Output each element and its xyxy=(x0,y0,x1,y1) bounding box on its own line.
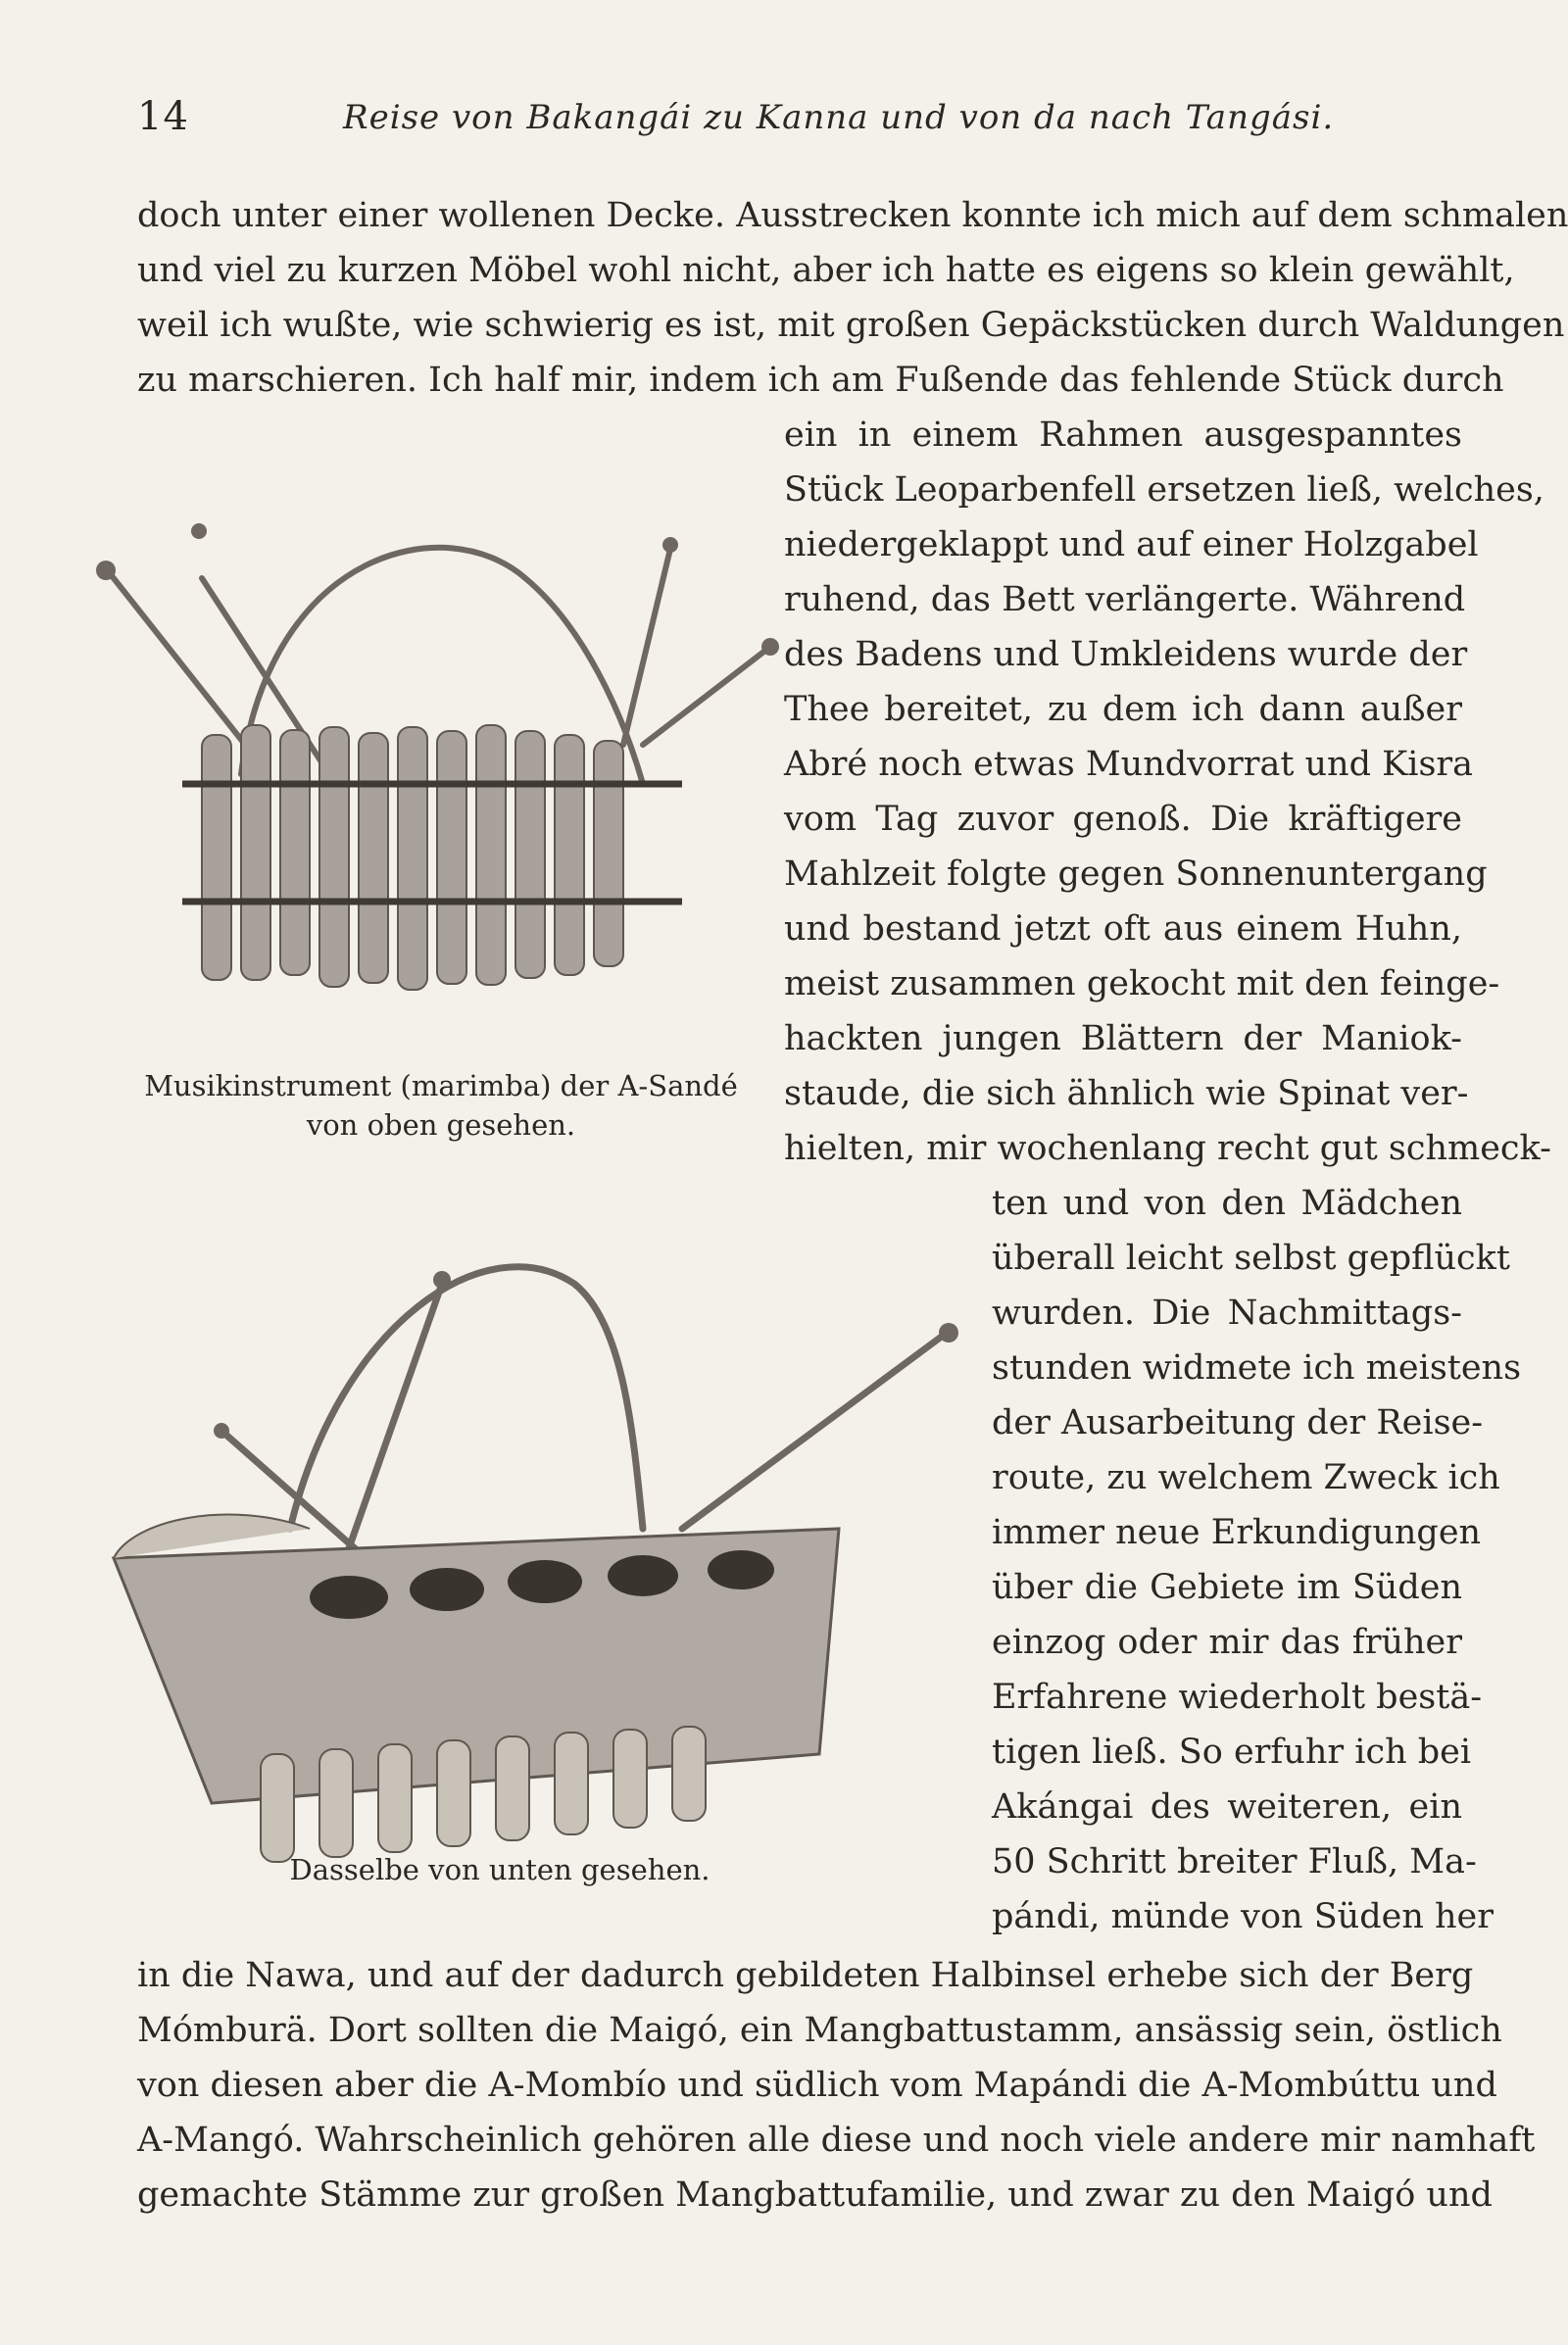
text-line: und viel zu kurzen Möbel wohl nicht, aber ich hatte es eigens so klein gewählt, xyxy=(137,251,1515,290)
page-header xyxy=(137,94,1470,153)
text-line: Akángai des weiteren, ein xyxy=(992,1787,1462,1827)
text-line: gemachte Stämme zur großen Mangbattufamilie, und zwar zu den Maigó und xyxy=(137,2175,1493,2215)
text-line: über die Gebiete im Süden xyxy=(992,1568,1462,1607)
text-line: hackten jungen Blättern der Maniok- xyxy=(784,1019,1462,1058)
text-line: Erfahrene wiederholt bestä- xyxy=(992,1678,1483,1717)
text-line: 50 Schritt breiter Fluß, Ma- xyxy=(992,1842,1477,1881)
running-title: Reise von Bakangái zu Kanna und von da nach Tangási. xyxy=(343,98,1335,137)
text-line: Abré noch etwas Mundvorrat und Kisra xyxy=(784,745,1474,784)
text-line: A-Mangó. Wahrscheinlich gehören alle diese und noch viele andere mir namhaft xyxy=(137,2121,1536,2160)
text-line: route, zu welchem Zweck ich xyxy=(992,1458,1500,1497)
text-line: ein in einem Rahmen ausgespanntes xyxy=(784,415,1462,455)
marimba-top-view-illustration xyxy=(94,490,780,1058)
text-line: pándi, münde von Süden her xyxy=(992,1897,1494,1936)
text-line: weil ich wußte, wie schwierig es ist, mit großen Gepäckstücken durch Waldungen xyxy=(137,306,1565,345)
text-line: ten und von den Mädchen xyxy=(992,1184,1462,1223)
marimba-bottom-view-illustration xyxy=(94,1205,956,1872)
page-number: 14 xyxy=(137,94,189,139)
text-line: Mómburä. Dort sollten die Maigó, ein Mangbattustamm, ansässig sein, östlich xyxy=(137,2011,1502,2050)
figure-1-caption xyxy=(118,1066,764,1145)
text-line: wurden. Die Nachmittags- xyxy=(992,1294,1462,1333)
caption-line: von oben gesehen. xyxy=(306,1108,576,1142)
text-line: Stück Leoparbenfell ersetzen ließ, welches, xyxy=(784,470,1544,510)
text-line: meist zusammen gekocht mit den feinge- xyxy=(784,964,1500,1003)
text-line: und bestand jetzt oft aus einem Huhn, xyxy=(784,909,1462,949)
text-line: zu marschieren. Ich half mir, indem ich am Fußende das fehlende Stück durch xyxy=(137,361,1504,400)
text-line: des Badens und Umkleidens wurde der xyxy=(784,635,1468,674)
text-line: doch unter einer wollenen Decke. Ausstrecken konnte ich mich auf dem schmalen xyxy=(137,196,1568,235)
text-line: immer neue Erkundigungen xyxy=(992,1513,1482,1552)
text-line: überall leicht selbst gepflückt xyxy=(992,1239,1510,1278)
text-line: von diesen aber die A-Mombío und südlich vom Mapándi die A-Mombúttu und xyxy=(137,2066,1497,2105)
text-line: einzog oder mir das früher xyxy=(992,1623,1462,1662)
text-line: niedergeklappt und auf einer Holzgabel xyxy=(784,525,1479,564)
figure-2-caption: Dasselbe von unten gesehen. xyxy=(289,1853,710,1886)
text-line: Mahlzeit folgte gegen Sonnenuntergang xyxy=(784,855,1488,894)
text-line: staude, die sich ähnlich wie Spinat ver- xyxy=(784,1074,1469,1113)
text-line: vom Tag zuvor genoß. Die kräftigere xyxy=(784,800,1462,839)
text-line: Thee bereitet, zu dem ich dann außer xyxy=(784,690,1462,729)
text-line: der Ausarbeitung der Reise- xyxy=(992,1403,1484,1442)
text-line: in die Nawa, und auf der dadurch gebildeten Halbinsel erhebe sich der Berg xyxy=(137,1956,1474,1995)
text-line: stunden widmete ich meistens xyxy=(992,1348,1522,1388)
text-line: tigen ließ. So erfuhr ich bei xyxy=(992,1733,1472,1772)
text-line: ruhend, das Bett verlängerte. Während xyxy=(784,580,1466,619)
caption-line: Musikinstrument (marimba) der A-Sandé xyxy=(144,1069,738,1102)
text-line: hielten, mir wochenlang recht gut schmeck- xyxy=(784,1129,1551,1168)
